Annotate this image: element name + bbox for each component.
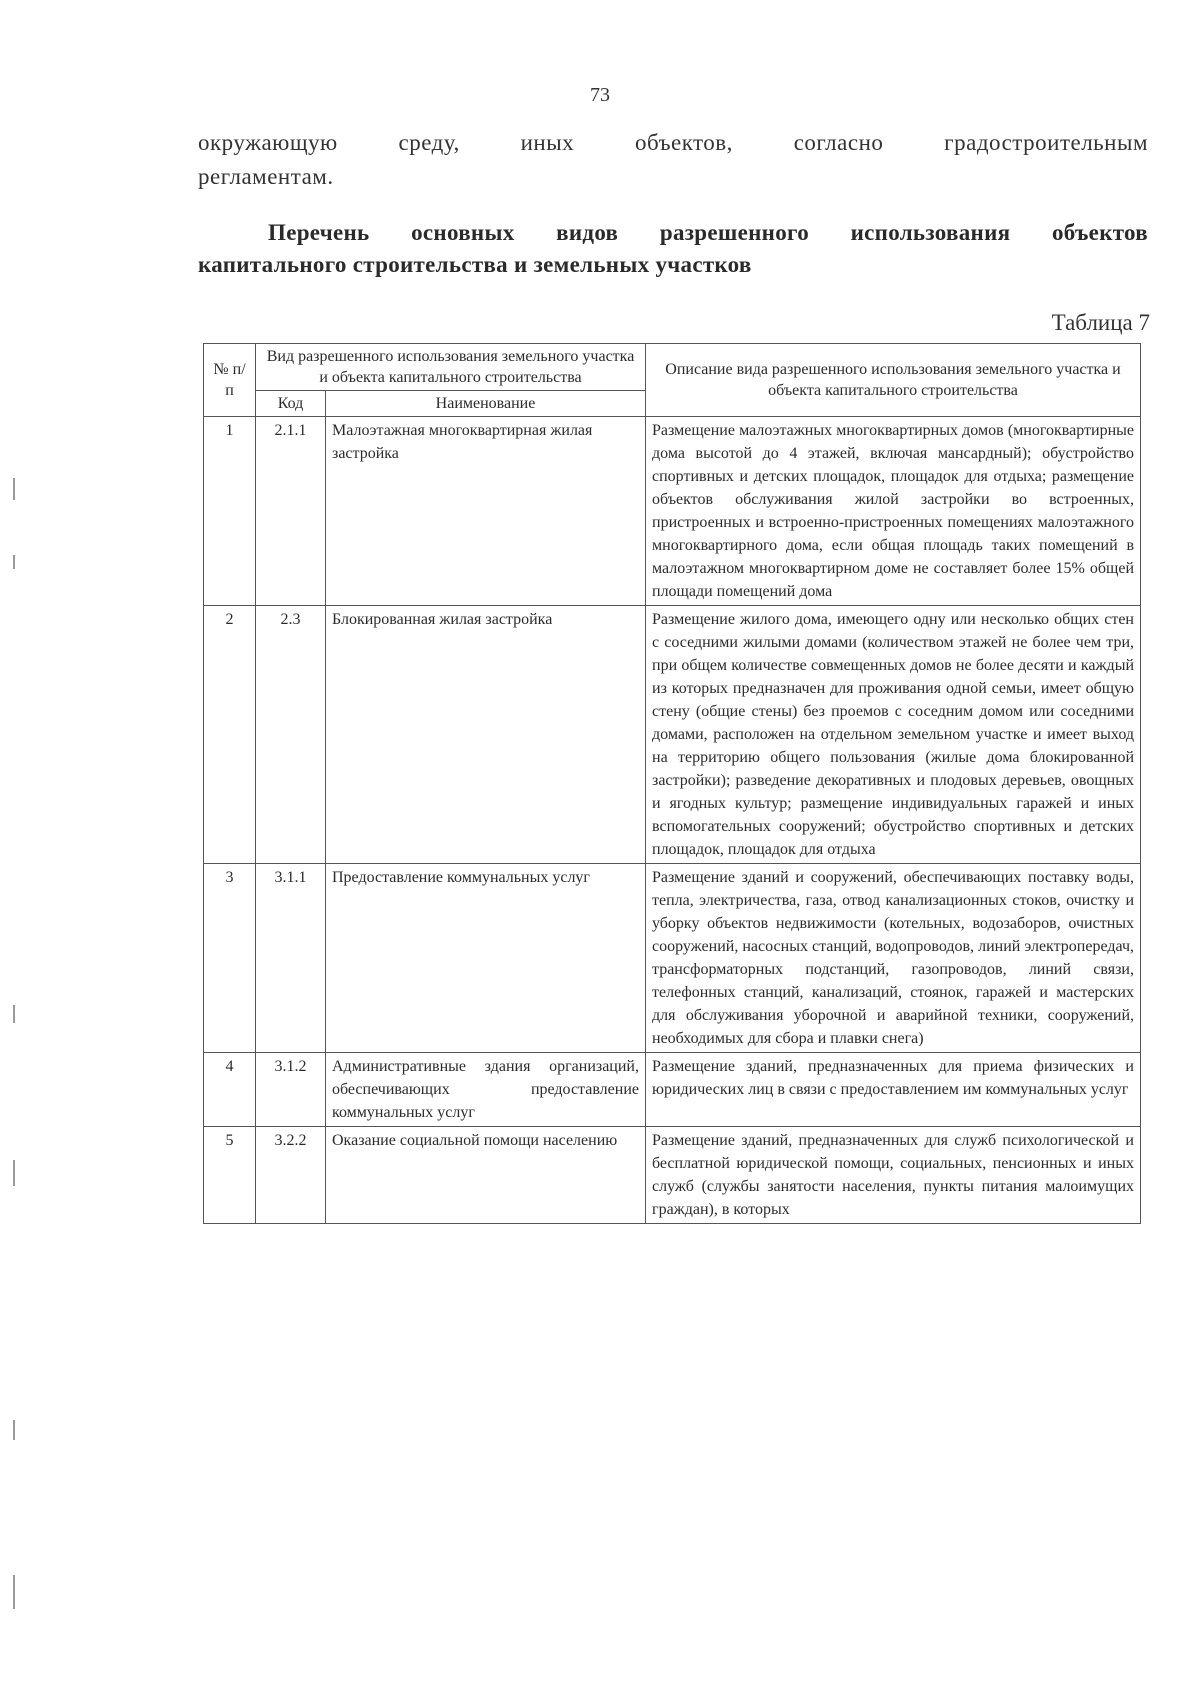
page-number: 73 — [590, 84, 610, 106]
header-name: Наименование — [326, 391, 646, 417]
table-row — [204, 1053, 1141, 1127]
header-code: Код — [256, 391, 326, 417]
row-name: Малоэтажная многоквартирная жилая застройка — [326, 417, 646, 606]
table-row — [204, 1127, 1141, 1224]
row-num: 3 — [204, 864, 256, 1053]
scan-edge-mark — [13, 1160, 15, 1186]
row-code: 3.2.2 — [256, 1127, 326, 1224]
row-num: 4 — [204, 1053, 256, 1127]
intro-line-1: окружающую среду, иных объектов, согласно градостроительным — [198, 130, 1148, 155]
table-row — [204, 417, 1141, 606]
table-row — [204, 864, 1141, 1053]
heading-line-2: капитального строительства и земельных участков — [198, 252, 752, 277]
scan-edge-mark — [13, 1575, 15, 1609]
row-code: 3.1.1 — [256, 864, 326, 1053]
row-description: Размещение зданий и сооружений, обеспечивающих поставку воды, тепла, электричества, газа, отвод канализационных стоков, очистку и уборку объектов недвижимости (котельных, водозаборов, очистных сооружений, насосных станций, водопроводов, линий электропередач, трансформаторных подстанций, газопроводов, линий связи, телефонных станций, канализаций, стоянок, гаражей и мастерских для обслуживания уборочной и аварийной техники, сооружений, необходимых для сбора и плавки снега) — [646, 864, 1141, 1053]
row-num: 2 — [204, 606, 256, 864]
table-caption: Таблица 7 — [1051, 310, 1150, 335]
section-heading — [198, 217, 1148, 281]
row-code: 3.1.2 — [256, 1053, 326, 1127]
row-num: 1 — [204, 417, 256, 606]
scan-edge-mark — [13, 478, 15, 500]
row-name: Оказание социальной помощи населению — [326, 1127, 646, 1224]
heading-line-1: Перечень основных видов разрешенного использования объектов — [268, 220, 1148, 245]
row-description: Размещение зданий, предназначенных для приема физических и юридических лиц в связи с предоставлением им коммунальных услуг — [646, 1053, 1141, 1127]
table-row — [204, 606, 1141, 864]
row-description: Размещение жилого дома, имеющего одну или несколько общих стен с соседними жилыми домами (количеством этажей не более чем три, при общем количестве совмещенных домов не более десяти и каждый из которых предназначен для проживания одной семьи, имеет общую стену (общие стены) без проемов с соседним домом или соседними домами, расположен на отдельном земельном участке и имеет выход на территорию общего пользования (жилые дома блокированной застройки); разведение декоративных и плодовых деревьев, овощных и ягодных культур; размещение индивидуальных гаражей и иных вспомогательных сооружений; обустройство спортивных и детских площадок, площадок для отдыха — [646, 606, 1141, 864]
scan-edge-mark — [13, 555, 15, 569]
row-name: Административные здания организаций, обеспечивающих предоставление коммунальных услуг — [326, 1053, 646, 1127]
header-group: Вид разрешенного использования земельного участка и объекта капитального строительства — [256, 344, 646, 391]
header-num: № п/п — [204, 344, 256, 417]
row-description: Размещение малоэтажных многоквартирных домов (многоквартирные дома высотой до 4 этажей, включая мансардный); обустройство спортивных и детских площадок, площадок для отдыха; размещение объектов обслуживания жилой застройки во встроенных, пристроенных и встроенно-пристроенных помещениях малоэтажного многоквартирного дома, если общая площадь таких помещений в малоэтажном многоквартирном доме не составляет более 15% общей площади помещений дома — [646, 417, 1141, 606]
scan-edge-mark — [13, 1005, 15, 1023]
row-num: 5 — [204, 1127, 256, 1224]
intro-line-2: регламентам. — [198, 164, 334, 189]
header-description: Описание вида разрешенного использования земельного участка и объекта капитального строительства — [646, 344, 1141, 417]
scan-edge-mark — [13, 1420, 15, 1440]
row-name: Предоставление коммунальных услуг — [326, 864, 646, 1053]
land-use-table — [203, 343, 1141, 1224]
row-name: Блокированная жилая застройка — [326, 606, 646, 864]
row-description: Размещение зданий, предназначенных для служб психологической и бесплатной юридической помощи, социальных, пенсионных и иных служб (службы занятости населения, пункты питания малоимущих граждан), в которых — [646, 1127, 1141, 1224]
row-code: 2.1.1 — [256, 417, 326, 606]
intro-paragraph — [198, 126, 1148, 194]
row-code: 2.3 — [256, 606, 326, 864]
